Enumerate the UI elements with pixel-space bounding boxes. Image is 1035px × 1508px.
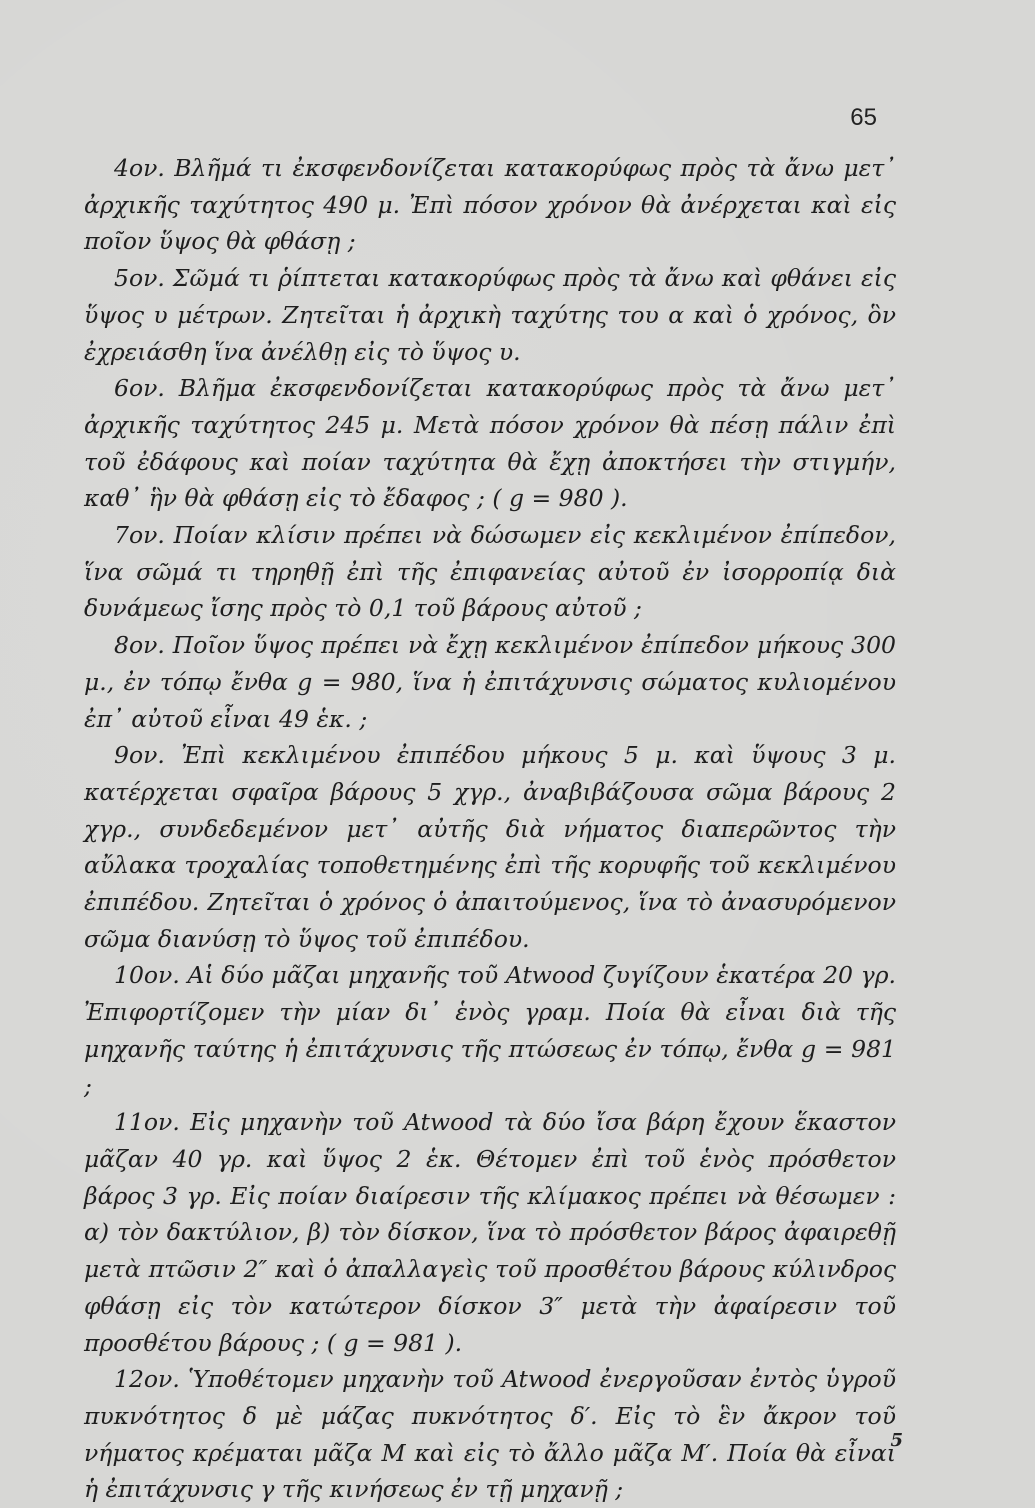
problem-label: 8ον. [114,631,165,660]
problem-10 [84,957,896,1104]
signature-mark: 5 [890,1430,903,1451]
problem-11 [84,1104,896,1361]
problem-text: Ποίαν κλίσιν πρέπει νὰ δώσωμεν εἰς κεκλιμένον ἐπίπεδον, ἵνα σῶμά τι τηρηθῇ ἐπὶ τῆς ἐπιφανείας αὐτοῦ ἐν ἰσορροπίᾳ διὰ δυνάμεως ἴσης πρὸς τὸ 0,1 τοῦ βάρους αὐτοῦ ; [84,521,896,623]
problem-label: 4ον. [114,154,165,182]
problem-label: 12ον. [114,1365,180,1394]
problem-text: Ὑποθέτομεν μηχανὴν τοῦ Atwood ἐνεργοῦσαν ἐντὸς ὑγροῦ πυκνότητος δ μὲ μάζας πυκνότητος δ′. Εἰς τὸ ἓν ἄκρον τοῦ νήματος κρέμαται μᾶζα Μ καὶ εἰς τὸ ἄλλο μᾶζα Μ′. Ποία θὰ εἶναι ἡ ἐπιτάχυνσις γ τῆς κινήσεως ἐν τῇ μηχανῇ ; [84,1365,896,1504]
page-number: 65 [850,104,877,131]
problem-label: 11ον. [114,1108,180,1137]
problem-8 [84,627,896,737]
problem-label: 5ον. [114,264,165,293]
problem-12 [84,1361,896,1508]
problem-text: Αἱ δύο μᾶζαι μηχανῆς τοῦ Atwood ζυγίζουν ἑκατέρα 20 γρ. Ἐπιφορτίζομεν τὴν μίαν δι᾽ ἑνὸς γραμ. Ποία θὰ εἶναι διὰ τῆς μηχανῆς ταύτης ἡ ἐπιτάχυνσις τῆς πτώσεως ἐν τόπῳ, ἔνθα g = 981 ; [84,961,896,1100]
problem-4 [84,150,896,260]
problem-9 [84,737,896,957]
problem-label: 9ον. [114,741,165,770]
problem-text: Εἰς μηχανὴν τοῦ Atwood τὰ δύο ἴσα βάρη ἔχουν ἕκαστον μᾶζαν 40 γρ. καὶ ὕψος 2 ἑκ. Θέτομεν ἐπὶ τοῦ ἑνὸς πρόσθετον βάρος 3 γρ. Εἰς ποίαν διαίρεσιν τῆς κλίμακος πρέπει νὰ θέσωμεν : α) τὸν δακτύλιον, β) τὸν δίσκον, ἵνα τὸ πρόσθετον βάρος ἀφαιρεθῇ μετὰ πτῶσιν 2″ καὶ ὁ ἀπαλλαγεὶς τοῦ προσθέτου βάρους κύλινδρος φθάσῃ εἰς τὸν κατώτερον δίσκον 3″ μετὰ τὴν ἀφαίρεσιν τοῦ προσθέτου βάρους ; ( g = 981 ). [84,1108,896,1357]
problem-5 [84,260,896,370]
problem-text: Ἐπὶ κεκλιμένου ἐπιπέδου μήκους 5 μ. καὶ ὕψους 3 μ. κατέρχεται σφαῖρα βάρους 5 χγρ., ἀναβιβάζουσα σῶμα βάρους 2 χγρ., συνδεδεμένον μετ᾽ αὐτῆς διὰ νήματος διαπερῶντος τὴν αὔλακα τροχαλίας τοποθετημένης ἐπὶ τῆς κορυφῆς τοῦ κεκλιμένου ἐπιπέδου. Ζητεῖται ὁ χρόνος ὁ ἀπαιτούμενος, ἵνα τὸ ἀνασυρόμενον σῶμα διανύσῃ τὸ ὕψος τοῦ ἐπιπέδου. [84,741,896,953]
problem-label: 7ον. [114,521,165,550]
problem-6 [84,370,896,517]
problem-7 [84,517,896,627]
problem-text: Ποῖον ὕψος πρέπει νὰ ἔχῃ κεκλιμένον ἐπίπεδον μήκους 300 μ., ἐν τόπῳ ἔνθα g = 980, ἵνα ἡ ἐπιτάχυνσις σώματος κυλιομένου ἐπ᾽ αὐτοῦ εἶναι 49 ἑκ. ; [84,631,896,733]
problem-text: Σῶμά τι ῥίπτεται κατακορύφως πρὸς τὰ ἄνω καὶ φθάνει εἰς ὕψος υ μέτρων. Ζητεῖται ἡ ἀρχικὴ ταχύτης του α καὶ ὁ χρόνος, ὃν ἐχρειάσθη ἵνα ἀνέλθῃ εἰς τὸ ὕψος υ. [84,264,896,366]
problem-text: Βλῆμά τι ἐκσφενδονίζεται κατακορύφως πρὸς τὰ ἄνω μετ᾽ ἀρχικῆς ταχύτητος 490 μ. Ἐπὶ πόσον χρόνον θὰ ἀνέρχεται καὶ εἰς ποῖον ὕψος θὰ φθάσῃ ; [84,154,896,256]
problem-text: Βλῆμα ἐκσφενδονίζεται κατακορύφως πρὸς τὰ ἄνω μετ᾽ ἀρχικῆς ταχύτητος 245 μ. Μετὰ πόσον χρόνον θὰ πέσῃ πάλιν ἐπὶ τοῦ ἐδάφους καὶ ποίαν ταχύτητα θὰ ἔχῃ ἀποκτήσει τὴν στιγμήν, καθ᾽ ἣν θὰ φθάσῃ εἰς τὸ ἔδαφος ; ( g = 980 ). [84,374,896,513]
problem-list [84,150,896,1508]
problem-label: 6ον. [114,374,165,403]
problem-label: 10ον. [114,961,180,990]
